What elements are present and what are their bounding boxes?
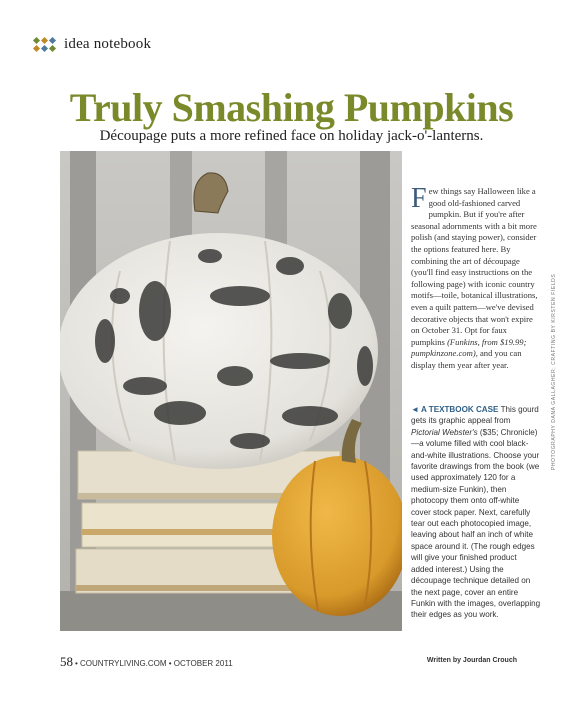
textbook-case-heading: ◄ A TEXTBOOK CASE (411, 405, 499, 414)
byline: Written by Jourdan Crouch (426, 657, 517, 664)
bug-illustration (110, 288, 130, 304)
plant-illustration (276, 257, 304, 275)
drop-cap: F (411, 183, 427, 214)
pumpkin-photo (60, 151, 402, 631)
publication-info: • COUNTRYLIVING.COM • OCTOBER 2011 (75, 659, 233, 668)
plant-illustration (95, 319, 115, 363)
dot-icon (41, 36, 48, 43)
dot-icon (49, 44, 56, 51)
article-deck: Découpage puts a more refined face on holiday jack-o'-lanterns. (99, 128, 484, 144)
dot-icon (33, 36, 40, 43)
intro-product-note: (Funkins, from $19.99; pumpkinzone.com) (411, 336, 527, 359)
case-text: This gourd gets its graphic appeal from (411, 405, 539, 426)
book-title: Pictorial Webster's (411, 427, 478, 437)
animal-illustration (123, 377, 167, 395)
crab-illustration (328, 293, 352, 329)
textbook-case-paragraph (411, 404, 541, 621)
plant-illustration (357, 346, 373, 386)
page-footer (60, 654, 233, 670)
photo-credit: PHOTOGRAPHY DANA GALLAGHER; CRAFTING BY KIRSTEN FIELDS (551, 273, 557, 470)
section-header (34, 36, 151, 53)
orange-pumpkin (272, 456, 402, 616)
turtle-illustration (154, 401, 206, 425)
insect-illustration (210, 286, 270, 306)
case-text-cont: ($35; Chronicle)—a volume filled with cool black-and-white illustrations. Choose your favorite drawings from the book (we used approximately 120 for a medium-size Funkin), then photocopy them onto off-white cover stock paper. Next, carefully tear out each photocopied image, leaving about half an inch of white space around it. (The rough edges will give your finished product added interest.) Using the découpage technique detailed on the next page, cover an entire Funkin with the images, overlapping their edges as you work. (411, 427, 541, 620)
insect-illustration (217, 366, 253, 386)
bird-illustration (139, 281, 171, 341)
intro-text-end: , and you can display them year after year. (411, 348, 522, 370)
article-title: Truly Smashing Pumpkins (69, 85, 514, 130)
intro-paragraph (411, 183, 541, 372)
dot-icon (49, 36, 56, 43)
section-label: idea notebook (64, 36, 152, 52)
photo-illustration (60, 151, 402, 631)
decorative-dots-icon (34, 38, 56, 52)
page-number: 58 (60, 654, 73, 669)
animal-illustration (230, 433, 270, 449)
lizard-illustration (282, 406, 338, 426)
fish-illustration (270, 353, 330, 369)
intro-text: ew things say Halloween like a good old-fashioned carved pumpkin. But if you're after seasonal adornments with a bit more polish (and staying power), consider the options featured here. By combining the art of découpage (you'll find easy instructions on the following page) with iconic country motifs—toile, botanical illustrations, even a quilt pattern—we've devised decorative objects that won't expire on October 31. Opt for faux pumpkins (411, 186, 538, 347)
dot-icon (41, 44, 48, 51)
bug-illustration (198, 249, 222, 263)
dot-icon (33, 44, 40, 51)
